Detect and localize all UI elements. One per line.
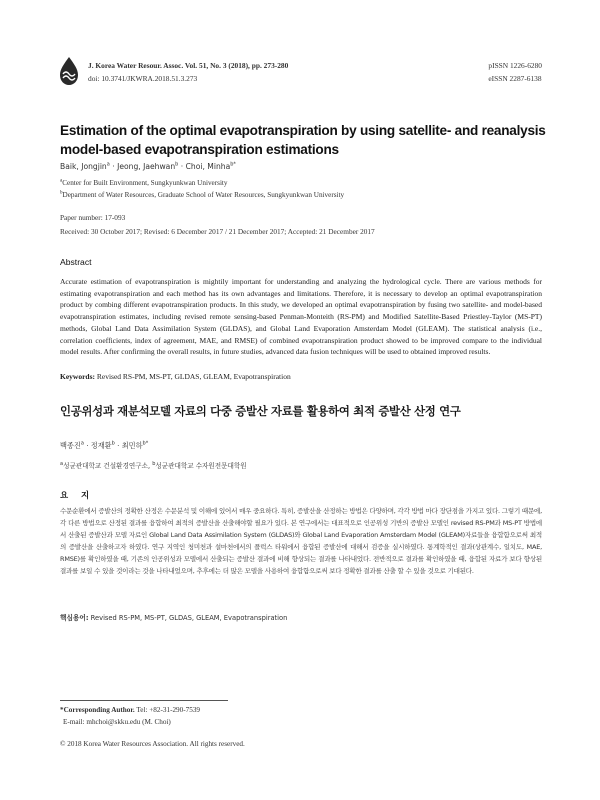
paper-title: Estimation of the optimal evapotranspiration by using satellite- and reanalysis model-based evapotranspiration estimations (60, 123, 546, 157)
journal-logo-icon (58, 56, 80, 86)
journal-citation: J. Korea Water Resour. Assoc. Vol. 51, No. 3 (2018), pp. 273-280 (88, 61, 289, 70)
author-sup: a (106, 161, 110, 168)
korean-keywords (60, 612, 287, 622)
corresponding-email: E-mail: mhchoi@skku.edu (M. Choi) (63, 718, 171, 726)
author-sup: b* (230, 161, 236, 168)
paper-number: Paper number: 17-093 (60, 213, 126, 222)
korean-title: 인공위성과 재분석모델 자료의 다중 증발산 자료를 활용하여 최적 증발산 산정 연구 (60, 404, 461, 418)
corresponding-label: *Corresponding Author. (60, 706, 135, 714)
korean-affiliations: $^a$성균관대학교 건설환경연구소, $^b$성균관대학교 수자원전문대학원 (60, 460, 247, 470)
author-name: Jeong, Jaehwan (117, 162, 176, 171)
corresponding-author (60, 706, 200, 714)
korean-keywords-label: 핵심용어: (60, 614, 89, 622)
korean-keywords-text: Revised RS-PM, MS-PT, GLDAS, GLEAM, Evapotranspiration (90, 614, 288, 622)
keywords-label: Keywords: (60, 372, 95, 381)
korean-author-list: 백종진$^a$ · 정재환$^b$ · 최민하$^{b*}$ (60, 440, 149, 450)
author-list: Baik, Jongjin$^a$ · Jeong, Jaehwan$^b$ · Choi, Minha$^{b*}$ (60, 161, 236, 171)
korean-abstract-text: 수문순환에서 증발산의 정확한 산정은 수문분석 및 이해에 있어서 매우 중요하다. 특히, 증발산을 산정하는 방법은 다양하며, 각각 방법 마다 장단점을 가지고 있다. 그렇기 때문에, 각 다른 방법으로 산정된 결과를 융합하여 최적의 증발산을 산출해야할 필요가 있다. 본 연구에서는 대표적으로 인공위성 기반의 증발산 모델인 revised RS-PM과 MS-PT 방법에서 산출된 증발산과 모델 자료인 Global Land Data Assimilation System (GLDAS)와 Global Land Evaporation Amsterdam Model (GLEAM)자료들을 융합함으로써 최적의 증발산을 산출하고자 하였다. 연구 지역인 청미천과 설마천에서의 플럭스 타워에서 융합된 증발산에 대해서 검증을 실시하였다. 통계학적인 결과(상관계수, 일치도, MAE, RMSE)를 확인하였을 때, 기존의 인공위성과 모델에서 산출되는 증발산 결과에 비해 향상되는 결과를 나타내었다. 전반적으로 결과를 확인하였을 때, 융합된 자료가 보다 향상된 결과를 보일 수 있을 것이라는 것을 나타내었으며, 추후에는 더 많은 모델을 사용하여 융합함으로써 보다 정확한 결과를 산출 할 수 있을 것으로 기대된다. (60, 507, 542, 575)
keywords (60, 372, 291, 381)
author-name: 정재환 (90, 441, 112, 450)
abstract-heading: Abstract (60, 257, 92, 267)
author-name: Choi, Minha (185, 162, 231, 171)
author-name: 백종진 (60, 441, 81, 450)
author-sup: b (175, 161, 179, 168)
eissn-text: eISSN 2287-6138 (488, 74, 542, 83)
abstract-text: Accurate estimation of evapotranspiration is mightily important for understanding and analyzing the hydrological cycle. There are various methods for estimating evapotranspiration and each method has its own advantages and limitations. Therefore, it is necessary to develop an optimal evapotranspiration product by combing different evapotranspiration products. In this study, we developed an optimal evapotranspiration by fusing two satellite- and model-based evapotranspiration estimates, including revised remote sensing-based Penman-Monteith (RS-PM) and Modified Satellite-Based Priestley-Taylor (MS-PT) methods, Global Land Data Assimilation System (GLDAS), and Global Land Evaporation Amsterdam Model (GLEAM). The statistical analysis (i.e., correlation coefficients, index of agreement, MAE, and RMSE) of combined evapotranspiration product showed to be improved compare to the individual model results. After confirming the overall results, in future studies, advanced data fusion techniques will be used to obtained improved results. (60, 277, 542, 357)
doi-text: doi: 10.3741/JKWRA.2018.51.3.273 (88, 74, 198, 83)
paper-dates: Received: 30 October 2017; Revised: 6 December 2017 / 21 December 2017; Accepted: 21 December 2017 (60, 227, 375, 236)
pissn-text: pISSN 1226-6280 (488, 61, 542, 70)
author-name: Baik, Jongjin (60, 162, 107, 171)
author-name: 최민하 (121, 441, 143, 450)
affiliation-b: $^b$Department of Water Resources, Graduate School of Water Resources, Sungkyunkwan University (60, 190, 345, 199)
footnote-divider (60, 700, 228, 701)
journal-header (88, 59, 288, 85)
issn-block (488, 59, 542, 85)
copyright-notice: © 2018 Korea Water Resources Association. All rights reserved. (60, 740, 245, 748)
keywords-text: Revised RS-PM, MS-PT, GLDAS, GLEAM, Evapotranspiration (96, 372, 291, 381)
korean-abstract-heading: 요 지 (60, 490, 95, 500)
corresponding-tel: Tel: +82-31-290-7539 (136, 706, 201, 714)
affiliation-a: $^a$Center for Built Environment, Sungkyunkwan University (60, 178, 228, 187)
